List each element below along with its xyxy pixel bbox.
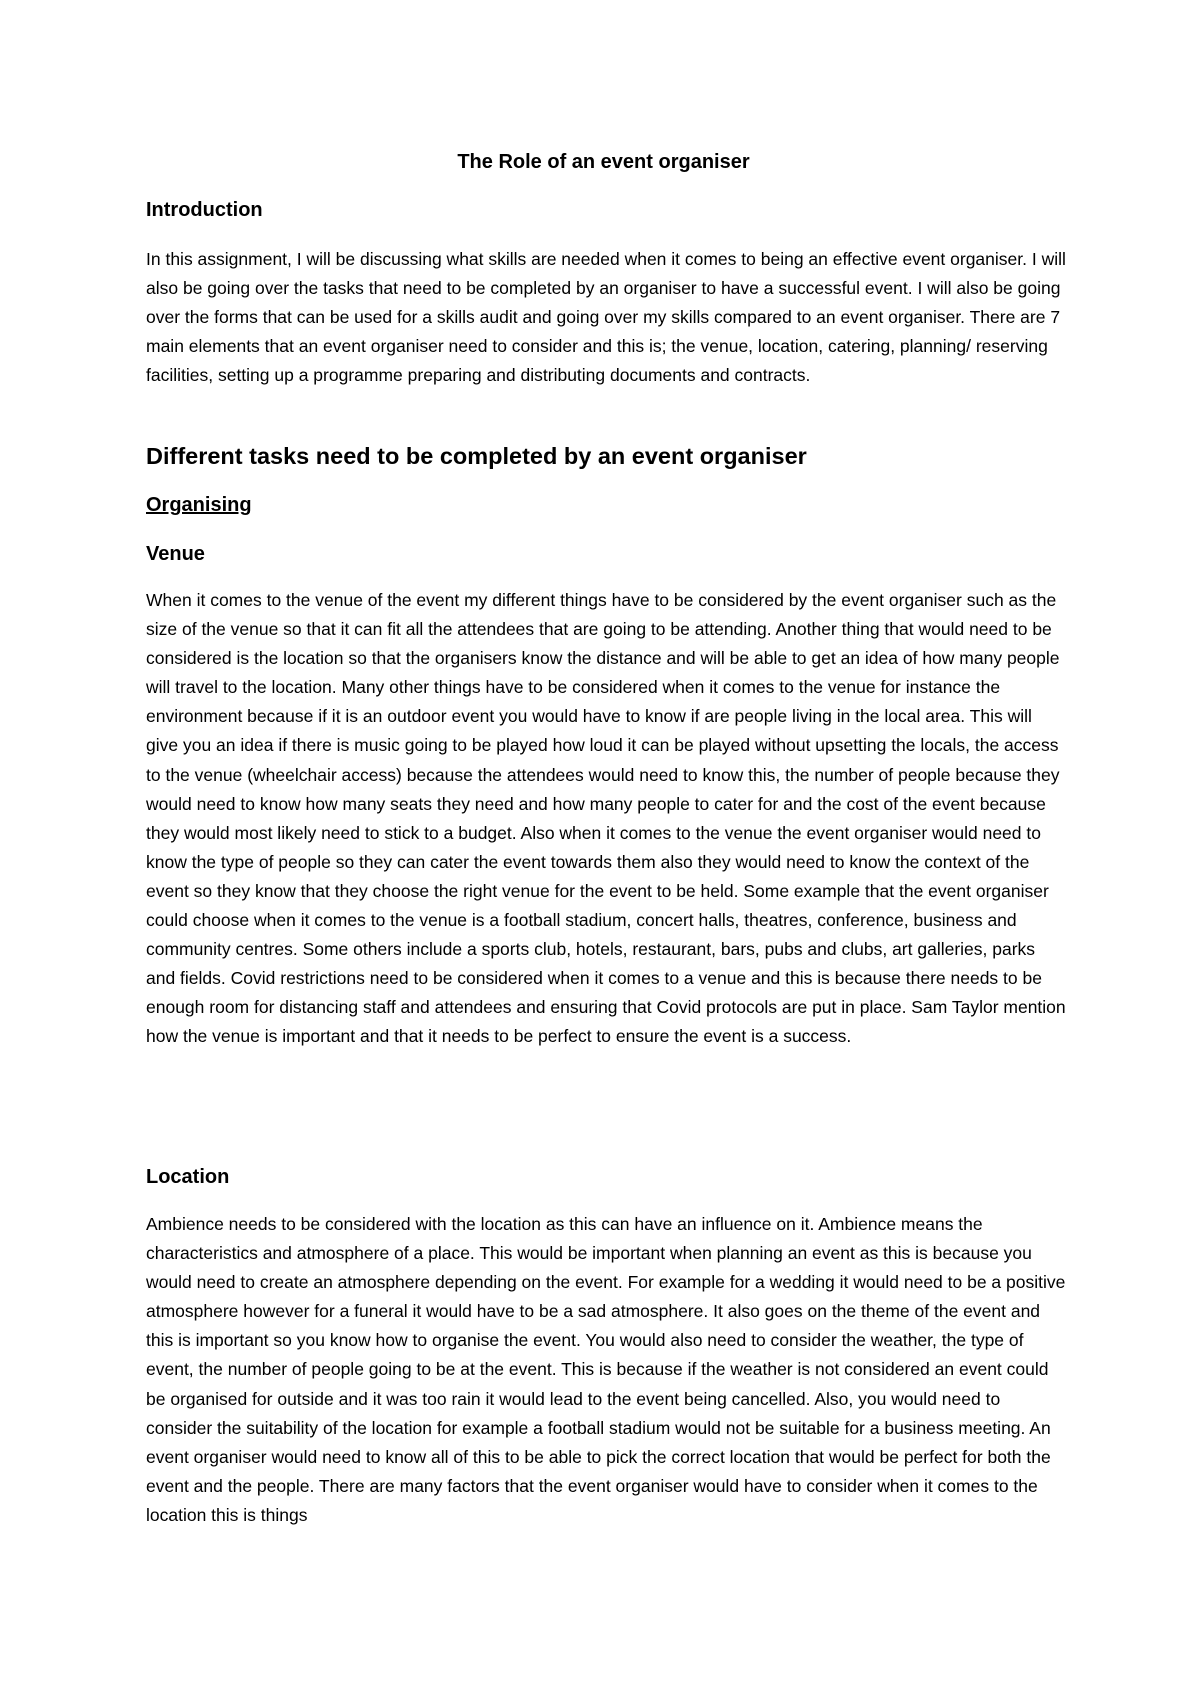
tasks-heading: Different tasks need to be completed by an event organiser — [146, 443, 807, 469]
venue-heading: Venue — [146, 543, 205, 565]
location-paragraph: Ambience needs to be considered with the location as this can have an influence on it. Ambience means the characteristics and atmosphere of a place. This would be important when planning an event as this is because you would need to create an atmosphere depending on the event. For example for a wedding it would need to be a positive atmosphere however for a funeral it would have to be a sad atmosphere. It also goes on the theme of the event and this is important so you know how to organise the event. You would also need to consider the weather, the type of event, the number of people going to be at the event. This is because if the weather is not considered an event could be organised for outside and it was too rain it would lead to the event being cancelled. Also, you would need to consider the suitability of the location for example a football stadium would not be suitable for a business meeting. An event organiser would need to know all of this to be able to pick the correct location that would be perfect for both the event and the people. There are many factors that the event organiser would have to consider when it comes to the location this is things — [146, 1214, 1066, 1525]
organising-heading: Organising — [146, 494, 252, 516]
introduction-heading: Introduction — [146, 199, 263, 221]
venue-paragraph: When it comes to the venue of the event my different things have to be considered by the event organiser such as the size of the venue so that it can fit all the attendees that are going to be attending. Another thing that would need to be considered is the location so that the organisers know the distance and will be able to get an idea of how many people will travel to the location. Many other things have to be considered when it comes to the venue for instance the environment because if it is an outdoor event you would have to know if are people living in the local area. This will give you an idea if there is music going to be played how loud it can be played without upsetting the locals, the access to the venue (wheelchair access) because the attendees would need to know this, the number of people because they would need to know how many seats they need and how many people to cater for and the cost of the event because they would most likely need to stick to a budget. Also when it comes to the venue the event organiser would need to know the type of people so they can cater the event towards them also they would need to know the context of the event so they know that they choose the right venue for the event to be held. Some example that the event organiser could choose when it comes to the venue is a football stadium, concert halls, theatres, conference, business and community centres. Some others include a sports club, hotels, restaurant, bars, pubs and clubs, art galleries, parks and fields. Covid restrictions need to be considered when it comes to a venue and this is because there needs to be enough room for distancing staff and attendees and ensuring that Covid protocols are put in place. Sam Taylor mention how the venue is important and that it needs to be perfect to ensure the event is a success. — [146, 590, 1066, 1047]
document-title: The Role of an event organiser — [457, 151, 750, 173]
introduction-paragraph: In this assignment, I will be discussing what skills are needed when it comes to being an effective event organiser. I will also be going over the tasks that need to be completed by an organiser to have a successful event. I will also be going over the forms that can be used for a skills audit and going over my skills compared to an event organiser. There are 7 main elements that an event organiser need to consider and this is; the venue, location, catering, planning/ reserving facilities, setting up a programme preparing and distributing documents and contracts. — [146, 249, 1066, 386]
location-heading: Location — [146, 1166, 230, 1188]
